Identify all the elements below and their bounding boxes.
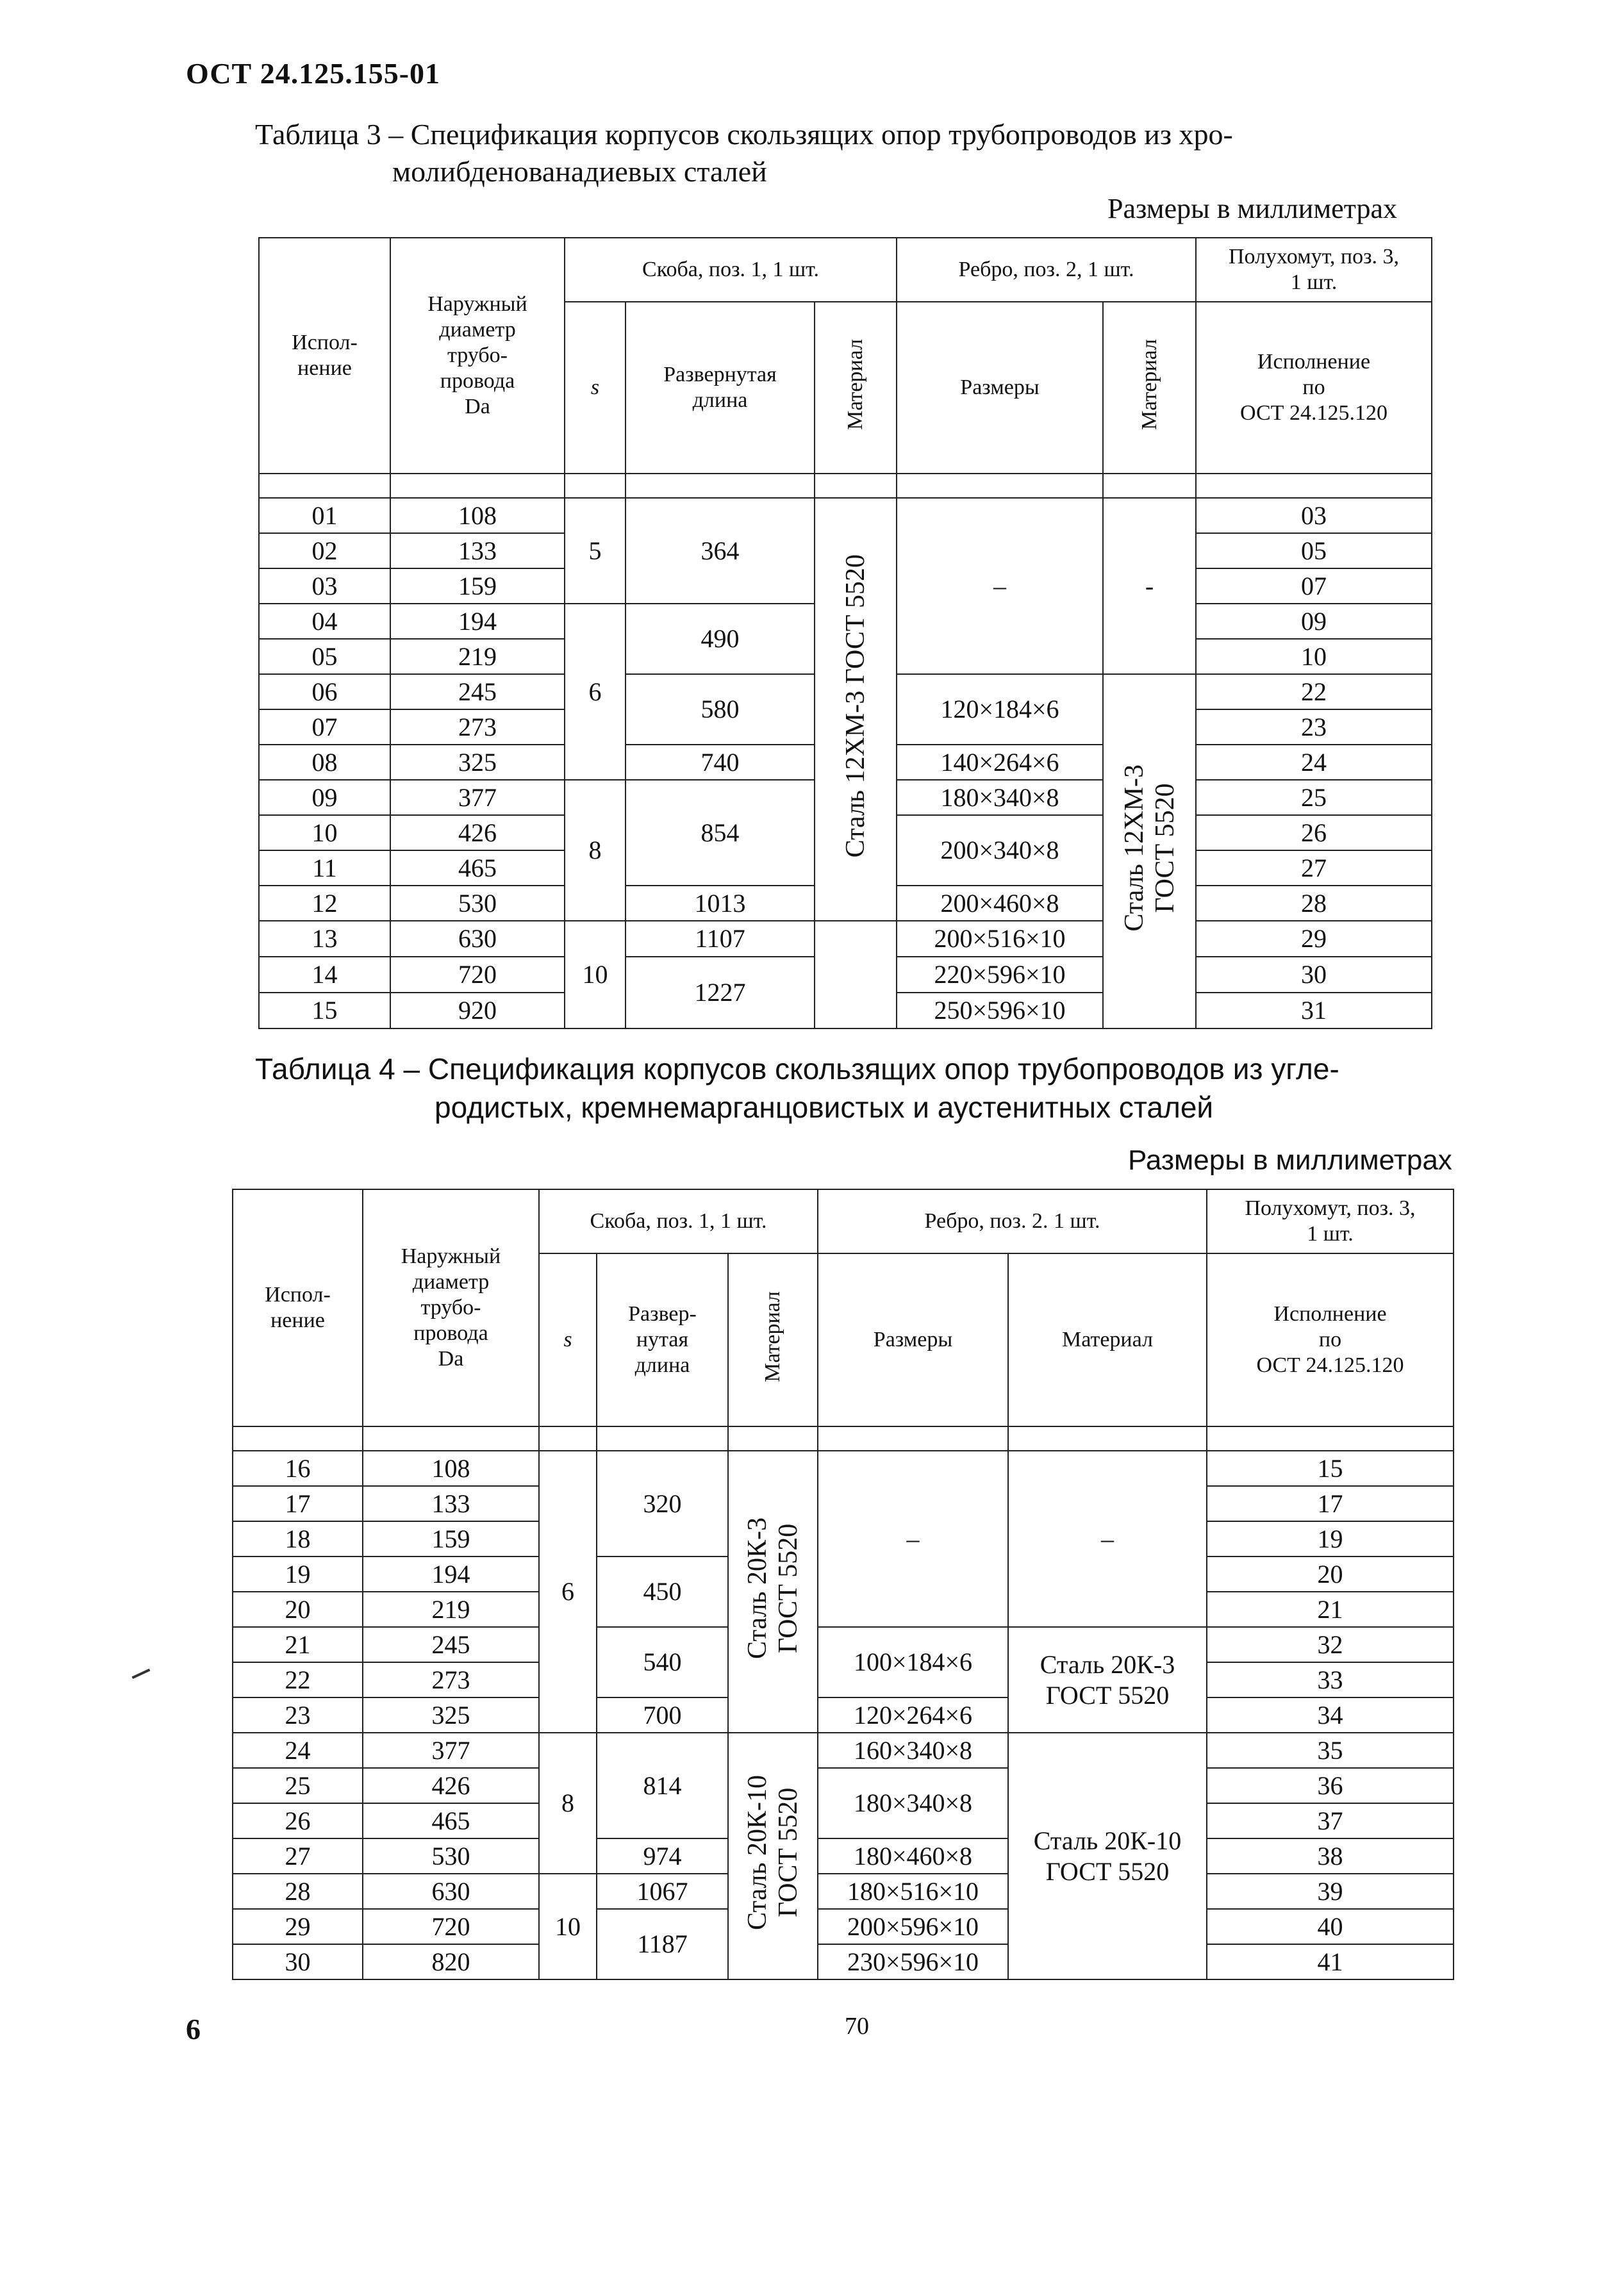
t3-cell-isp: 11 <box>259 850 390 886</box>
t3-cell-isp: 10 <box>259 815 390 850</box>
t4-cell-isp-ost: 32 <box>1207 1627 1454 1662</box>
t3-cell-rebro-razmery: 220×596×10 <box>897 957 1103 993</box>
t4-cell-diam: 820 <box>363 1944 539 1979</box>
t3-head-poluhomut: Полухомут, поз. 3, 1 шт. <box>1196 238 1432 302</box>
t3-cell-rebro-razmery: 200×340×8 <box>897 815 1103 886</box>
t4-cell-isp: 19 <box>233 1557 363 1592</box>
t4-cell-rebro-mat-dash: – <box>1008 1451 1207 1627</box>
page-number-left: 6 <box>186 2013 201 2045</box>
t4-cell-isp: 25 <box>233 1768 363 1803</box>
t3-cell-isp: 06 <box>259 674 390 709</box>
t4-cell-isp-ost: 34 <box>1207 1697 1454 1733</box>
t3-cell-rebro-material: Сталь 12ХМ-3 ГОСТ 5520 <box>1103 674 1196 1028</box>
t4-cell-dlina: 1067 <box>597 1874 728 1909</box>
t3-cell-skoba-material: Сталь 12ХМ-3 ГОСТ 5520 <box>815 498 897 921</box>
t4-cell-isp: 21 <box>233 1627 363 1662</box>
t4-cell-diam: 273 <box>363 1662 539 1697</box>
t4-cell-isp-ost: 40 <box>1207 1909 1454 1944</box>
t3-head-s: s <box>565 302 626 474</box>
t4-cell-rebro-razmery: 180×340×8 <box>818 1768 1008 1838</box>
t3-head-material2: Материал <box>1103 302 1196 474</box>
t4-cell-diam: 377 <box>363 1733 539 1768</box>
t4-head-s: s <box>539 1253 597 1426</box>
t4-head-razmery: Размеры <box>818 1253 1008 1426</box>
t3-cell-dlina: 1107 <box>626 921 815 957</box>
t3-cell-isp: 13 <box>259 921 390 957</box>
t3-cell-isp-ost: 03 <box>1196 498 1432 533</box>
t3-head-skoba: Скоба, поз. 1, 1 шт. <box>565 238 897 302</box>
t3-cell-isp-ost: 29 <box>1196 921 1432 957</box>
t4-cell-isp-ost: 39 <box>1207 1874 1454 1909</box>
t4-cell-rebro-material-1: Сталь 20К-3 ГОСТ 5520 <box>1008 1627 1207 1733</box>
table4-units: Размеры в миллиметрах <box>1128 1144 1452 1176</box>
t4-cell-dlina: 814 <box>597 1733 728 1838</box>
t3-cell-rebro-razmery: 180×340×8 <box>897 780 1103 815</box>
t3-cell-s: 10 <box>565 921 626 1028</box>
t3-cell-s: 6 <box>565 604 626 780</box>
t4-cell-diam: 108 <box>363 1451 539 1486</box>
t3-cell-isp-ost: 22 <box>1196 674 1432 709</box>
t4-cell-dlina: 700 <box>597 1697 728 1733</box>
t4-cell-isp: 17 <box>233 1486 363 1521</box>
t4-cell-isp-ost: 17 <box>1207 1486 1454 1521</box>
t3-cell-rebro-mat-dash: - <box>1103 498 1196 674</box>
t3-cell-isp-ost: 07 <box>1196 568 1432 604</box>
t3-cell-isp-ost: 09 <box>1196 604 1432 639</box>
t3-cell-dlina: 1013 <box>626 886 815 921</box>
t4-cell-rebro-razmery: 180×516×10 <box>818 1874 1008 1909</box>
t4-cell-diam: 194 <box>363 1557 539 1592</box>
t3-cell-dlina: 490 <box>626 604 815 674</box>
t3-head-isp: Испол- нение <box>259 238 390 474</box>
t3-cell-rebro-razmery: 120×184×6 <box>897 674 1103 745</box>
t4-cell-isp-ost: 19 <box>1207 1521 1454 1557</box>
t4-head-diam: Наружный диаметр трубо- провода Da <box>363 1189 539 1426</box>
table3-caption-line1: Таблица 3 – Спецификация корпусов скользящих опор трубопроводов из хро- <box>255 118 1233 151</box>
t4-cell-skoba-material-2: Сталь 20К-10 ГОСТ 5520 <box>728 1733 818 1979</box>
t4-cell-skoba-material-1: Сталь 20К-3 ГОСТ 5520 <box>728 1451 818 1733</box>
t4-cell-diam: 630 <box>363 1874 539 1909</box>
t4-cell-isp: 24 <box>233 1733 363 1768</box>
t4-cell-rebro-razmery: 200×596×10 <box>818 1909 1008 1944</box>
t3-cell-diam: 108 <box>390 498 565 533</box>
t4-cell-dlina: 974 <box>597 1838 728 1874</box>
table4-caption-line1: Таблица 4 – Спецификация корпусов скользящих опор трубопроводов из угле- <box>255 1052 1339 1086</box>
t4-cell-dlina: 450 <box>597 1557 728 1627</box>
t3-head-isp-ost: Исполнение по ОСТ 24.125.120 <box>1196 302 1432 474</box>
table3 <box>258 237 1432 1029</box>
t4-cell-rebro-razmery: 160×340×8 <box>818 1733 1008 1768</box>
t4-cell-rebro-material-2: Сталь 20К-10 ГОСТ 5520 <box>1008 1733 1207 1979</box>
t3-cell-isp: 04 <box>259 604 390 639</box>
t4-cell-isp: 27 <box>233 1838 363 1874</box>
t4-cell-diam: 325 <box>363 1697 539 1733</box>
t3-cell-diam: 630 <box>390 921 565 957</box>
t3-cell-s: 5 <box>565 498 626 604</box>
t3-cell-dlina: 854 <box>626 780 815 886</box>
t4-cell-dlina: 1187 <box>597 1909 728 1979</box>
t4-cell-isp: 26 <box>233 1803 363 1838</box>
table3-units: Размеры в миллиметрах <box>1107 193 1397 224</box>
t3-cell-dlina: 364 <box>626 498 815 604</box>
t4-cell-isp: 18 <box>233 1521 363 1557</box>
t3-cell-diam: 720 <box>390 957 565 993</box>
t3-cell-isp-ost: 25 <box>1196 780 1432 815</box>
t4-head-material2: Материал <box>1008 1253 1207 1426</box>
t3-cell-rebro-dash: – <box>897 498 1103 674</box>
t4-head-isp: Испол- нение <box>233 1189 363 1426</box>
t3-cell-dlina: 740 <box>626 745 815 780</box>
t3-cell-diam: 530 <box>390 886 565 921</box>
t4-cell-diam: 426 <box>363 1768 539 1803</box>
t3-cell-isp-ost: 30 <box>1196 957 1432 993</box>
t4-cell-dlina: 320 <box>597 1451 728 1557</box>
t4-cell-isp: 23 <box>233 1697 363 1733</box>
t3-cell-isp-ost: 23 <box>1196 709 1432 745</box>
t4-cell-rebro-razmery: 230×596×10 <box>818 1944 1008 1979</box>
t3-cell-dlina: 580 <box>626 674 815 745</box>
page-number-center: 70 <box>845 2013 869 2040</box>
t3-cell-rebro-razmery: 250×596×10 <box>897 993 1103 1028</box>
table4 <box>232 1189 1454 1980</box>
t3-cell-isp-ost: 31 <box>1196 993 1432 1028</box>
t4-cell-diam: 465 <box>363 1803 539 1838</box>
t3-head-dlina: Развернутая длина <box>626 302 815 474</box>
t3-cell-isp-ost: 24 <box>1196 745 1432 780</box>
t4-cell-isp-ost: 35 <box>1207 1733 1454 1768</box>
t4-cell-dlina: 540 <box>597 1627 728 1697</box>
t3-cell-diam: 325 <box>390 745 565 780</box>
t3-cell-isp-ost: 10 <box>1196 639 1432 674</box>
t3-cell-isp-ost: 26 <box>1196 815 1432 850</box>
t4-cell-diam: 245 <box>363 1627 539 1662</box>
t4-cell-rebro-razmery: 100×184×6 <box>818 1627 1008 1697</box>
t3-cell-isp: 01 <box>259 498 390 533</box>
stray-mark <box>132 1669 151 1679</box>
t3-head-material: Материал <box>815 302 897 474</box>
t3-cell-diam: 194 <box>390 604 565 639</box>
t3-cell-rebro-razmery: 140×264×6 <box>897 745 1103 780</box>
t3-cell-rebro-razmery: 200×460×8 <box>897 886 1103 921</box>
t4-cell-diam: 159 <box>363 1521 539 1557</box>
t4-cell-isp-ost: 41 <box>1207 1944 1454 1979</box>
t3-cell-diam: 273 <box>390 709 565 745</box>
t3-cell-isp: 03 <box>259 568 390 604</box>
t4-cell-s: 6 <box>539 1451 597 1733</box>
t3-cell-isp-ost: 27 <box>1196 850 1432 886</box>
t4-cell-s: 8 <box>539 1733 597 1874</box>
t4-cell-isp-ost: 15 <box>1207 1451 1454 1486</box>
t3-head-diam: Наружный диаметр трубо- провода Da <box>390 238 565 474</box>
t4-cell-s: 10 <box>539 1874 597 1979</box>
t4-cell-isp-ost: 21 <box>1207 1592 1454 1627</box>
t4-cell-isp-ost: 36 <box>1207 1768 1454 1803</box>
document-code: ОСТ 24.125.155-01 <box>186 57 441 90</box>
t3-cell-isp: 07 <box>259 709 390 745</box>
t4-cell-isp-ost: 38 <box>1207 1838 1454 1874</box>
t4-head-poluhomut: Полухомут, поз. 3, 1 шт. <box>1207 1189 1454 1253</box>
t3-cell-s: 8 <box>565 780 626 921</box>
t4-head-isp-ost: Исполнение по ОСТ 24.125.120 <box>1207 1253 1454 1426</box>
t3-cell-diam: 920 <box>390 993 565 1028</box>
t3-cell-isp: 14 <box>259 957 390 993</box>
t3-cell-rebro-razmery: 200×516×10 <box>897 921 1103 957</box>
t3-head-rebro: Ребро, поз. 2, 1 шт. <box>897 238 1196 302</box>
t4-cell-isp: 22 <box>233 1662 363 1697</box>
t4-cell-diam: 720 <box>363 1909 539 1944</box>
t3-cell-diam: 426 <box>390 815 565 850</box>
t3-cell-diam: 245 <box>390 674 565 709</box>
t4-cell-rebro-dash: – <box>818 1451 1008 1627</box>
t4-head-dlina: Развер- нутая длина <box>597 1253 728 1426</box>
t3-cell-isp: 08 <box>259 745 390 780</box>
t3-cell-isp: 15 <box>259 993 390 1028</box>
t3-cell-isp-ost: 28 <box>1196 886 1432 921</box>
t3-cell-isp: 02 <box>259 533 390 568</box>
t4-cell-isp: 28 <box>233 1874 363 1909</box>
t4-cell-diam: 219 <box>363 1592 539 1627</box>
t4-head-skoba: Скоба, поз. 1, 1 шт. <box>539 1189 818 1253</box>
t3-cell-isp: 05 <box>259 639 390 674</box>
t4-cell-rebro-razmery: 180×460×8 <box>818 1838 1008 1874</box>
t3-cell-diam: 377 <box>390 780 565 815</box>
t3-cell-diam: 219 <box>390 639 565 674</box>
t4-cell-diam: 133 <box>363 1486 539 1521</box>
t3-cell-isp-ost: 05 <box>1196 533 1432 568</box>
t3-cell-diam: 133 <box>390 533 565 568</box>
t3-head-razmery: Размеры <box>897 302 1103 474</box>
table3-caption-line2: молибденованадиевых сталей <box>392 155 767 188</box>
t4-head-rebro: Ребро, поз. 2. 1 шт. <box>818 1189 1207 1253</box>
t4-cell-isp: 20 <box>233 1592 363 1627</box>
t4-cell-isp: 29 <box>233 1909 363 1944</box>
t4-cell-isp-ost: 33 <box>1207 1662 1454 1697</box>
t4-cell-isp: 16 <box>233 1451 363 1486</box>
t4-cell-isp: 30 <box>233 1944 363 1979</box>
t3-cell-isp: 12 <box>259 886 390 921</box>
t3-cell-dlina: 1227 <box>626 957 815 1028</box>
t4-cell-isp-ost: 20 <box>1207 1557 1454 1592</box>
t3-cell-diam: 465 <box>390 850 565 886</box>
t4-cell-isp-ost: 37 <box>1207 1803 1454 1838</box>
table4-caption-line2: родистых, кремнемарганцовистых и аустенитных сталей <box>435 1091 1214 1124</box>
t3-cell-diam: 159 <box>390 568 565 604</box>
t4-head-material: Материал <box>728 1253 818 1426</box>
t4-cell-diam: 530 <box>363 1838 539 1874</box>
t3-cell-skoba-material-empty <box>815 921 897 1028</box>
t4-cell-rebro-razmery: 120×264×6 <box>818 1697 1008 1733</box>
t3-cell-isp: 09 <box>259 780 390 815</box>
